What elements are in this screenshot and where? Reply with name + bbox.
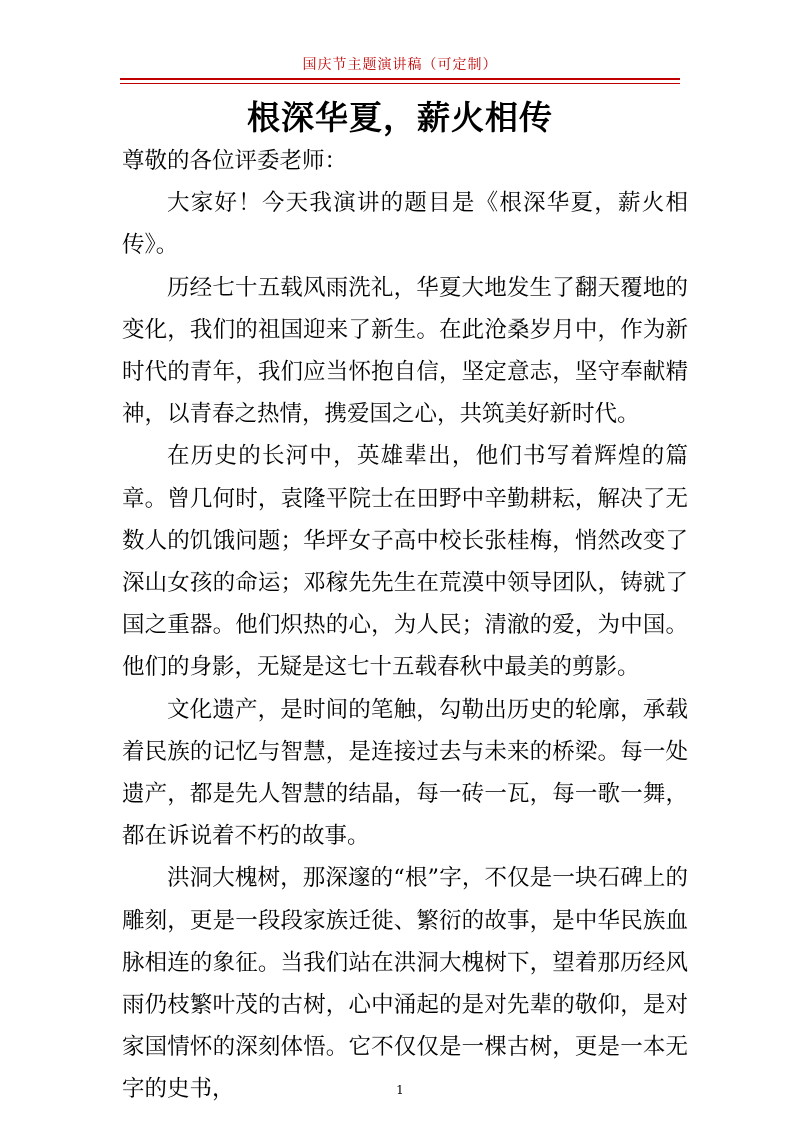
paragraph-4: 文化遗产，是时间的笔触，勾勒出历史的轮廓，承载着民族的记忆与智慧，是连接过去与未来的桥梁。每一处遗产，都是先人智慧的结晶，每一砖一瓦，每一歌一舞，都在诉说着不朽的故事。 [122, 696, 688, 850]
paragraph-2: 历经七十五载风雨洗礼，华夏大地发生了翻天覆地的变化，我们的祖国迎来了新生。在此沧桑岁月中，作为新时代的青年，我们应当怀抱自信，坚定意志，坚守奉献精神，以青春之热情，携爱国之心，共筑美好新时代。 [122, 274, 688, 428]
header-rule-thick [120, 78, 680, 80]
page-header: 国庆节主题演讲稿（可定制） [302, 57, 498, 73]
paragraph-5: 洪洞大槐树，那深邃的“根”字，不仅是一块石碑上的雕刻，更是一段段家族迁徙、繁衍的故事，是中华民族血脉相连的象征。当我们站在洪洞大槐树下，望着那历经风雨仍枝繁叶茂的古树，心中涌起的是对先辈的敬仰，是对家国情怀的深刻体悟。它不仅仅是一棵古树，更是一本无字的史书， [122, 865, 688, 1103]
paragraph-1: 大家好！今天我演讲的题目是《根深华夏，薪火相传》。 [122, 190, 688, 259]
document-title: 根深华夏，薪火相传 [247, 98, 553, 137]
paragraph-3: 在历史的长河中，英雄辈出，他们书写着辉煌的篇章。曾几何时，袁隆平院士在田野中辛勤耕耘，解决了无数人的饥饿问题；华坪女子高中校长张桂梅，悄然改变了深山女孩的命运；邓稼先先生在荒漠中领导团队，铸就了国之重器。他们炽热的心，为人民；清澈的爱，为中国。他们的身影，无疑是这七十五载春秋中最美的剪影。 [122, 443, 688, 681]
header-rule-thin [120, 83, 680, 84]
document-body [122, 140, 688, 1111]
page-number: 1 [396, 1083, 404, 1097]
salutation: 尊敬的各位评委老师： [122, 148, 348, 174]
